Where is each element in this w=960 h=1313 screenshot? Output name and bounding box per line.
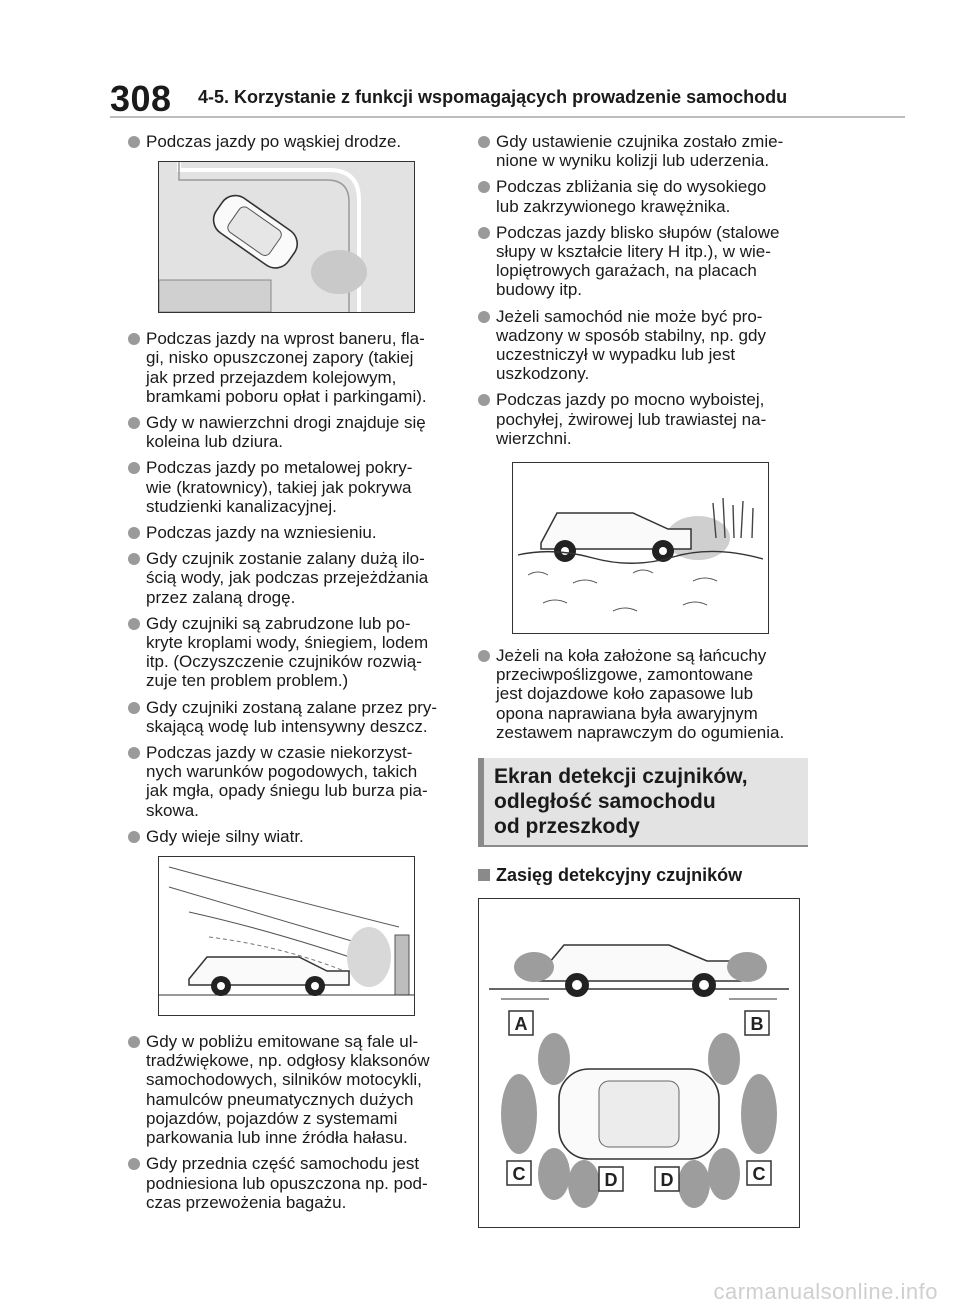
bullet-item: Gdy w nawierzchni drogi znajduje się koleina lub dziura. [128,413,450,451]
range-label-a: A [514,1014,528,1035]
bullet-item: Podczas jazdy po mocno wyboistej, pochyłej, żwirowej lub trawiastej na- wierzchni. [478,390,808,448]
sensor-range-diagram [478,898,800,1228]
bullet-item: Podczas jazdy blisko słupów (stalowe słupy w kształcie litery H itp.), w wie- lopiętrowych garażach, na placach budowy itp. [478,223,808,300]
bullet-item: Gdy w pobliżu emitowane są fale ul- tradźwiękowe, np. odgłosy klaksonów samochodowych, silników motocykli, hamulców pneumatycznych dużych pojazdów, pojazdów z systemami parkowania lub inne źródła hałasu. [128,1032,450,1147]
right-column [478,132,808,1228]
bullet-item: Podczas zbliżania się do wysokiego lub zakrzywionego krawężnika. [478,177,808,215]
narrow-road-illustration [158,161,415,313]
bullet-item: Gdy wieje silny wiatr. [128,827,450,846]
bullet-item: Podczas jazdy na wzniesieniu. [128,523,450,542]
bullet-item: Podczas jazdy po wąskiej drodze. [128,132,450,151]
page-header [110,78,905,118]
bullet-item: Gdy czujniki zostaną zalane przez pry- skającą wodę lub intensywny deszcz. [128,698,450,736]
bullet-list [128,1032,450,1212]
bullet-item: Gdy przednia część samochodu jest podniesiona lub opuszczona np. pod- czas przewożenia bagażu. [128,1154,450,1212]
strong-wind-illustration [158,856,415,1016]
range-label-c-left: C [512,1164,526,1185]
left-column [128,132,450,1219]
bullet-item: Podczas jazdy na wprost baneru, fla- gi, nisko opuszczonej zapory (takiej jak przed przejazdem kolejowym, bramkami poboru opłat i parkingami). [128,329,450,406]
bullet-item: Jeżeli samochód nie może być pro- wadzony w sposób stabilny, np. gdy uczestniczył w wypadku lub jest uszkodzony. [478,307,808,384]
range-label-b: B [750,1014,764,1035]
page-number: 308 [110,78,172,119]
bullet-item: Gdy ustawienie czujnika zostało zmie- nione w wyniku kolizji lub uderzenia. [478,132,808,170]
bullet-list [128,132,450,151]
bullet-item: Jeżeli na koła założone są łańcuchy przeciwpoślizgowe, zamontowane jest dojazdowe koło zapasowe lub opona naprawiana była awaryjnym zestawem naprawczym do ogumienia. [478,646,808,742]
bullet-list [128,329,450,846]
bullet-item: Podczas jazdy po metalowej pokry- wie (kratownicy), takiej jak pokrywa studzienki kanalizacyjnej. [128,458,450,516]
section-title: 4-5. Korzystanie z funkcji wspomagających prowadzenie samochodu [198,87,788,107]
range-label-d-left: D [604,1170,618,1191]
watermark: carmanualsonline.info [713,1279,938,1304]
bullet-item: Podczas jazdy w czasie niekorzyst- nych warunków pogodowych, takich jak mgła, opady śniegu lub burza pia- skowa. [128,743,450,820]
rough-terrain-illustration [512,462,769,634]
subheading: Zasięg detekcyjny czujników [478,865,808,886]
bullet-list [478,646,808,742]
range-label-d-right: D [660,1170,674,1191]
bullet-item: Gdy czujnik zostanie zalany dużą ilo- ścią wody, jak podczas przejeżdżania przez zalaną drogę. [128,549,450,607]
range-label-c-right: C [752,1164,766,1185]
bullet-item: Gdy czujniki są zabrudzone lub po- kryte kroplami wody, śniegiem, lodem itp. (Oczyszczenie czujników rozwią- zuje ten problem problem.) [128,614,450,691]
bullet-list [478,132,808,448]
section-heading-box [478,758,808,847]
section-heading: Ekran detekcji czujników, odległość samochodu od przeszkody [494,765,748,839]
